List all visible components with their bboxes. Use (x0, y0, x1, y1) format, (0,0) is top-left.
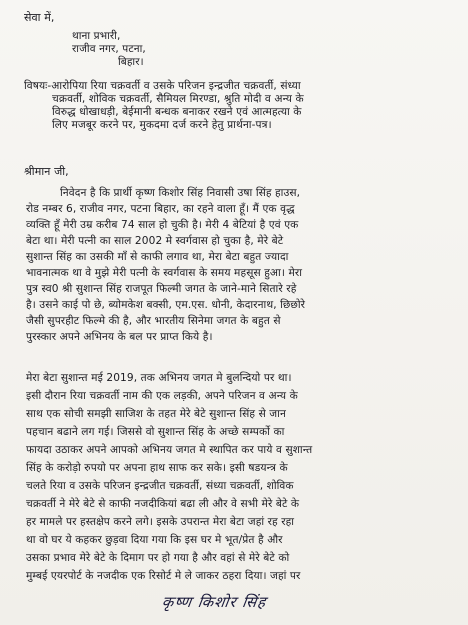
para1-line-8: है। उसने काई पो छे, ब्योमकेश बक्सी, एम.एस. धोनी, केदारनाथ, छिछोरे (26, 299, 306, 311)
signature: कृष्ण किशोर सिंह (160, 593, 268, 611)
subject-line-3: विरुद्ध धोखाधड़ी, बेईमानी बन्धक बनाकर रखने एवं आत्महत्या के (52, 106, 302, 118)
subject-line-2: चक्रवर्ती, शोविक चक्रवर्ती, सैमियल मिरण्डा, श्रुति मोदी व अन्य के (52, 93, 304, 105)
para1-line-5: सुशान्त सिंह का उसकी माँ से काफी लगाव था, मेरा बेटा बहुत ज्यादा (26, 251, 289, 263)
salutation: श्रीमान जी, (24, 165, 69, 178)
para1-line-10: पुरस्कार अपने अभिनय के बल पर प्राप्त किये है। (26, 331, 213, 343)
para1-line-9: जैसी सुपरहीट फिल्मे की है, और भारतीय सिनेमा जगत के बहुत से (26, 315, 281, 327)
para1-line-7: पुत्र स्व0 श्री सुशान्त सिंह राजपूत फिल्मी जगत के जाने-माने सितारे रहे (26, 283, 297, 295)
para2-line-3: साथ एक सोची समझी साजिश के तहत मेरे बेटे सुशान्त सिंह से जान (26, 408, 286, 420)
subject-line-1: विषयः-आरोपिया रिया चक्रवर्ती व उसके परिजन इन्द्रजीत चक्रवर्ती, संध्या (24, 80, 301, 92)
address-line-2: राजीव नगर, पटना, (72, 43, 146, 55)
para1-line-3: व्यक्ति हूँ मेरी उम्र करीब 74 साल हो चुकी है। मेरी 4 बेटियां है एवं एक (26, 219, 299, 231)
subject-line-4: लिए मजबूर करने पर, मुकदमा दर्ज करने हेतु प्रार्थना-पत्र। (52, 119, 272, 131)
para2-line-7: चलते रिया व उसके परिजन इन्द्रजीत चक्रवर्ती, संध्या चक्रवर्ती, शोविक (26, 480, 294, 492)
recipient-greeting: सेवा में, (24, 11, 55, 24)
para2-line-8: चक्रवर्ती ने मेरे बेटे से काफी नजदीकियां बढा ली और वे सभी मेरे बेटे के (26, 498, 300, 510)
para2-line-10: था वो घर ये कहकर छुड़वा दिया गया कि इस घर मे भूत/प्रेत है और (26, 534, 283, 546)
para2-line-2: इसी दौरान रिया चक्रवर्ती नाम की एक लड़की, अपने परिजन व अन्य के (26, 390, 298, 402)
para2-line-1: मेरा बेटा सुशान्त मई 2019, तक अभिनय जगत मे बुलन्दियो पर था। (26, 372, 292, 384)
address-line-3: बिहार। (118, 56, 144, 68)
para2-line-11: उसका प्रभाव मेरे बेटे के दिमाग पर हो गया है और वहां से मेरे बेटे को (26, 552, 290, 564)
para1-line-4: बेटा था। मेरी पत्नी का साल 2002 मे स्वर्गवास हो चुका है, मेरे बेटे (26, 235, 284, 247)
para2-line-5: फायदा उठाकर अपने आपको अभिनय जगत मे स्थापित कर पाये व सुशान्त (26, 444, 313, 456)
para1-line-2: रोड नम्बर 6, राजीव नगर, पटना बिहार, का रहने वाला हूँ। मैं एक वृद्ध (26, 203, 295, 215)
para2-line-6: सिंह के करोड़ो रुपयो पर अपना हाथ साफ कर सके। इसी षडयन्त्र के (26, 462, 288, 474)
address-line-1: थाना प्रभारी, (72, 30, 121, 42)
para2-line-4: पहचान बढाने लग गई। जिससे वो सुशान्त सिंह के अच्छे सम्पर्को का (26, 426, 285, 438)
para1-line-6: भावनात्मक था वे मुझे मेरी पत्नी के स्वर्गवास के समय महसूस हुआ। मेरा (26, 267, 303, 279)
para1-line-1: निवेदन है कि प्रार्थी कृष्ण किशोर सिंह निवासी उषा सिंह हाउस, (60, 187, 301, 199)
para2-line-9: हर मामले पर हस्तक्षेप करने लगे। इसके उपरान्त मेरा बेटा जहां रह रहा (26, 516, 295, 528)
para2-line-12: मुम्बई एयरपोर्ट के नजदीक एक रिसोर्ट मे ले जाकर ठहरा दिया। जहां पर (26, 570, 301, 582)
